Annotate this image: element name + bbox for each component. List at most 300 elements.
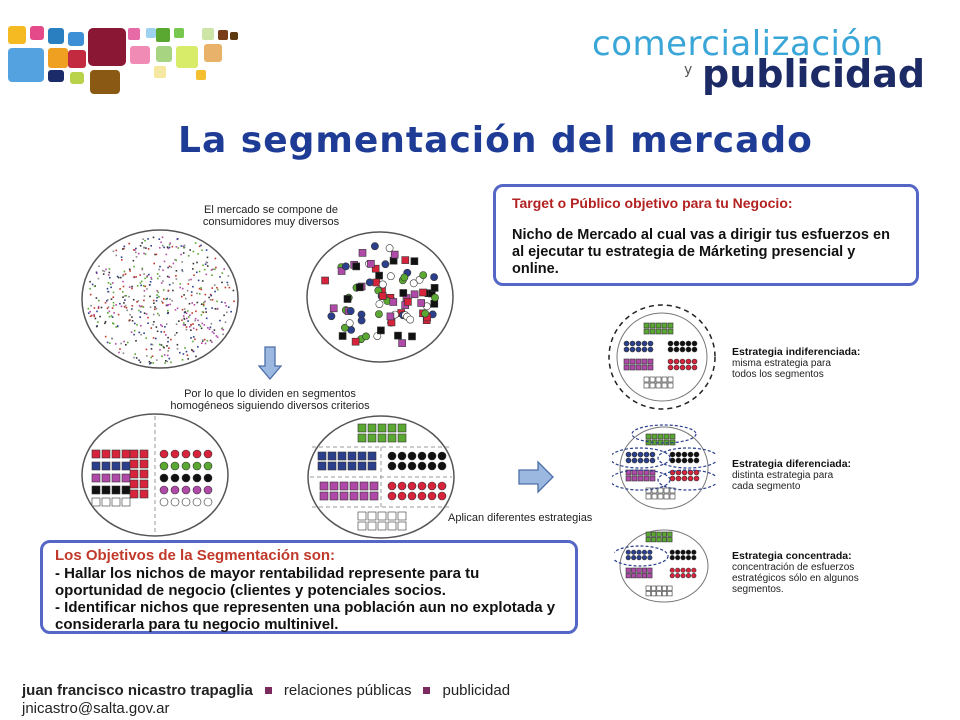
shape-dot: [686, 555, 691, 560]
shape-square: [656, 383, 661, 388]
shape-dot: [328, 313, 335, 320]
speck: [169, 304, 171, 306]
speck: [196, 293, 198, 295]
speck: [135, 248, 137, 250]
shape-dot: [193, 498, 201, 506]
speck: [151, 327, 153, 329]
speck: [171, 266, 173, 268]
shape-square: [390, 299, 397, 306]
speck: [177, 238, 179, 240]
shape-dot: [193, 474, 201, 482]
speck: [159, 275, 161, 277]
speck: [196, 272, 198, 274]
speck: [223, 315, 225, 317]
shape-square: [388, 512, 396, 520]
shape-dot: [624, 341, 629, 346]
shape-square: [140, 470, 148, 478]
shape-dot: [182, 486, 190, 494]
shape-square: [330, 492, 338, 500]
speck: [161, 326, 163, 328]
speck: [141, 306, 143, 308]
shape-square: [368, 434, 376, 442]
speck: [202, 280, 204, 282]
speck: [109, 268, 111, 270]
speck: [136, 357, 138, 359]
speck: [222, 272, 224, 274]
speck: [177, 308, 179, 310]
speck: [189, 314, 191, 316]
speck: [184, 318, 186, 320]
speck: [105, 336, 107, 338]
speck: [140, 361, 142, 363]
shape-dot: [680, 365, 685, 370]
speck: [108, 282, 110, 284]
speck: [143, 253, 145, 255]
shape-square: [358, 462, 366, 470]
speck: [193, 336, 195, 338]
speck: [167, 310, 169, 312]
speck: [109, 316, 111, 318]
shape-square: [664, 494, 669, 499]
shape-dot: [624, 347, 629, 352]
speck: [152, 362, 154, 364]
shape-square: [368, 522, 376, 530]
speck: [142, 268, 144, 270]
shape-dot: [626, 550, 631, 555]
speck: [221, 301, 223, 303]
shape-square: [638, 476, 643, 481]
shape-dot: [193, 486, 201, 494]
speck: [139, 274, 141, 276]
speck: [222, 334, 224, 336]
speck: [210, 299, 212, 301]
shape-square: [626, 573, 631, 578]
speck: [212, 299, 214, 301]
shape-dot: [688, 458, 693, 463]
shape-square: [344, 296, 351, 303]
shape-square: [379, 293, 386, 300]
speck: [181, 261, 183, 263]
speck: [132, 320, 134, 322]
speck: [212, 331, 214, 333]
shape-square: [642, 365, 647, 370]
shape-dot: [692, 365, 697, 370]
speck: [133, 299, 135, 301]
speck: [148, 248, 150, 250]
shape-square: [356, 284, 363, 291]
speck: [159, 238, 161, 240]
shape-square: [338, 452, 346, 460]
speck: [164, 354, 166, 356]
speck: [156, 290, 158, 292]
shape-dot: [418, 452, 426, 460]
speck: [147, 238, 149, 240]
speck: [214, 269, 216, 271]
shape-dot: [670, 550, 675, 555]
shape-dot: [670, 452, 675, 457]
shape-square: [368, 462, 376, 470]
speck: [164, 326, 166, 328]
shape-square: [370, 482, 378, 490]
shape-square: [664, 488, 669, 493]
shape-dot: [431, 274, 438, 281]
shape-square: [398, 424, 406, 432]
shape-dot: [401, 274, 408, 281]
speck: [217, 336, 219, 338]
speck: [122, 291, 124, 293]
shape-dot: [626, 458, 631, 463]
shape-dot: [637, 555, 642, 560]
speck: [176, 270, 178, 272]
speck: [194, 304, 196, 306]
shape-square: [102, 474, 110, 482]
shape-dot: [398, 452, 406, 460]
shape-square: [368, 424, 376, 432]
speck: [140, 306, 142, 308]
speck: [107, 312, 109, 314]
speck: [229, 287, 231, 289]
speck: [115, 326, 117, 328]
shape-square: [668, 323, 673, 328]
speck: [113, 251, 115, 253]
shape-square: [130, 450, 138, 458]
shape-dot: [686, 347, 691, 352]
brand-line-1: comercialización: [592, 24, 884, 64]
speck: [181, 319, 183, 321]
shape-dot: [182, 450, 190, 458]
speck: [128, 243, 130, 245]
speck: [169, 358, 171, 360]
speck: [197, 302, 199, 304]
strategy-undifferentiated: [732, 346, 922, 380]
speck: [115, 304, 117, 306]
speck: [156, 359, 158, 361]
objectives-title: Los Objetivos de la Segmentación son:: [55, 547, 336, 564]
shape-dot: [342, 263, 349, 270]
shape-square: [646, 586, 651, 591]
shape-square: [656, 377, 661, 382]
shape-dot: [688, 476, 693, 481]
speck: [158, 269, 160, 271]
speck: [191, 349, 193, 351]
shape-square: [638, 470, 643, 475]
shape-dot: [676, 476, 681, 481]
speck: [169, 244, 171, 246]
speck: [88, 312, 90, 314]
speck: [151, 278, 153, 280]
shape-dot: [422, 310, 429, 317]
shape-square: [102, 462, 110, 470]
objectives-item-2: - Identificar nichos que representen una población aun no explotada y considerarla para tu negocio multinivel.: [55, 599, 556, 633]
objectives-item-1: - Hallar los nichos de mayor rentabilidad represente para tu oportunidad de negocio (clientes y potenciales socios.: [55, 565, 480, 599]
shape-square: [130, 490, 138, 498]
speck: [136, 324, 138, 326]
speck: [143, 332, 145, 334]
speck: [197, 346, 199, 348]
speck: [105, 321, 107, 323]
speck: [156, 300, 158, 302]
speck: [109, 311, 111, 313]
speck: [199, 293, 201, 295]
speck: [144, 295, 146, 297]
speck: [174, 259, 176, 261]
speck: [143, 306, 145, 308]
speck: [214, 329, 216, 331]
shape-square: [388, 424, 396, 432]
speck: [155, 338, 157, 340]
shape-dot: [674, 359, 679, 364]
shape-dot: [204, 462, 212, 470]
speck: [214, 291, 216, 293]
shape-square: [398, 522, 406, 530]
shape-square: [420, 289, 427, 296]
speck: [217, 308, 219, 310]
speck: [193, 351, 195, 353]
speck: [204, 324, 206, 326]
speck: [104, 271, 106, 273]
shape-dot: [670, 458, 675, 463]
speck: [129, 270, 131, 272]
speck: [201, 303, 203, 305]
speck: [122, 281, 124, 283]
shape-square: [378, 424, 386, 432]
shape-dot: [388, 492, 396, 500]
shape-square: [662, 377, 667, 382]
shape-dot: [379, 281, 386, 288]
shape-dot: [438, 462, 446, 470]
shape-dot: [388, 482, 396, 490]
speck: [197, 253, 199, 255]
speck: [153, 321, 155, 323]
speck: [180, 254, 182, 256]
shape-dot: [408, 462, 416, 470]
speck: [98, 265, 100, 267]
shape-dot: [376, 301, 383, 308]
shape-square: [360, 482, 368, 490]
speck: [143, 273, 145, 275]
shape-square: [395, 332, 402, 339]
speck: [122, 296, 124, 298]
speck: [145, 253, 147, 255]
speck: [96, 326, 98, 328]
speck: [103, 273, 105, 275]
speck: [146, 288, 148, 290]
shape-square: [350, 482, 358, 490]
speck: [119, 288, 121, 290]
shape-dot: [668, 341, 673, 346]
shape-square: [662, 591, 667, 596]
shape-dot: [182, 462, 190, 470]
speck: [182, 288, 184, 290]
shape-dot: [686, 550, 691, 555]
strategy-desc: concentración de esfuerzos estratégicos sólo en algunos segmentos.: [732, 562, 859, 595]
speck: [187, 358, 189, 360]
divide-caption: Por lo que lo dividen en segmentos homogéneos siguiendo diversos criterios: [170, 388, 370, 412]
speck: [186, 318, 188, 320]
speck: [105, 302, 107, 304]
speck: [224, 302, 226, 304]
shape-square: [658, 488, 663, 493]
strategy-title: Estrategia concentrada:: [732, 550, 852, 562]
speck: [201, 328, 203, 330]
shape-square: [398, 512, 406, 520]
shape-square: [646, 591, 651, 596]
speck: [219, 276, 221, 278]
speck: [137, 285, 139, 287]
speck: [129, 314, 131, 316]
speck: [185, 298, 187, 300]
speck: [108, 274, 110, 276]
shape-dot: [160, 462, 168, 470]
shape-dot: [675, 550, 680, 555]
shape-square: [644, 383, 649, 388]
speck: [165, 360, 167, 362]
speck: [199, 246, 201, 248]
shape-square: [112, 462, 120, 470]
shape-square: [122, 462, 130, 470]
speck: [170, 362, 172, 364]
brand-line-2: publicidad: [702, 52, 926, 96]
speck: [147, 317, 149, 319]
shape-square: [398, 434, 406, 442]
shape-square: [388, 522, 396, 530]
shape-dot: [431, 294, 438, 301]
shape-dot: [692, 568, 697, 573]
shape-dot: [428, 462, 436, 470]
shape-square: [358, 522, 366, 530]
speck: [188, 283, 190, 285]
speck: [150, 357, 152, 359]
speck: [89, 311, 91, 313]
shape-dot: [193, 462, 201, 470]
speck: [171, 300, 173, 302]
speck: [121, 306, 123, 308]
shape-dot: [648, 555, 653, 560]
shape-dot: [688, 470, 693, 475]
speck: [157, 313, 159, 315]
speck: [159, 344, 161, 346]
speck: [120, 343, 122, 345]
speck: [158, 315, 160, 317]
speck: [120, 277, 122, 279]
speck: [129, 269, 131, 271]
shape-dot: [408, 452, 416, 460]
speck: [181, 296, 183, 298]
strategy-desc: misma estrategia para todos los segmentos: [732, 358, 831, 380]
speck: [133, 276, 135, 278]
shape-dot: [630, 341, 635, 346]
shape-dot: [438, 452, 446, 460]
shape-square: [358, 512, 366, 520]
speck: [169, 298, 171, 300]
shape-square: [112, 486, 120, 494]
speck: [189, 326, 191, 328]
speck: [176, 332, 178, 334]
shape-dot: [630, 347, 635, 352]
speck: [125, 295, 127, 297]
shape-square: [340, 482, 348, 490]
speck: [94, 316, 96, 318]
speck: [206, 318, 208, 320]
shape-dot: [676, 458, 681, 463]
shape-square: [400, 290, 407, 297]
shape-square: [636, 359, 641, 364]
speck: [163, 347, 165, 349]
shape-square: [330, 305, 337, 312]
speck: [109, 277, 111, 279]
speck: [200, 245, 202, 247]
speck: [190, 329, 192, 331]
shape-square: [130, 460, 138, 468]
shape-square: [668, 586, 673, 591]
speck: [192, 268, 194, 270]
target-box-title: Target o Público objetivo para tu Negocio:: [512, 195, 793, 211]
speck: [121, 256, 123, 258]
shape-square: [644, 476, 649, 481]
shape-square: [668, 537, 673, 542]
shape-dot: [428, 452, 436, 460]
mixed-shapes-circle: [305, 230, 455, 364]
speck: [128, 296, 130, 298]
shape-square: [322, 277, 329, 284]
shape-dot: [670, 573, 675, 578]
speck: [212, 268, 214, 270]
speck: [135, 276, 137, 278]
speck: [161, 344, 163, 346]
shape-square: [350, 492, 358, 500]
speck: [126, 307, 128, 309]
strategy-desc: distinta estrategia para cada segmento: [732, 470, 834, 492]
shape-square: [358, 424, 366, 432]
shape-dot: [636, 347, 641, 352]
shape-square: [624, 365, 629, 370]
speck: [150, 306, 152, 308]
shape-square: [140, 490, 148, 498]
speck: [169, 266, 171, 268]
speck: [227, 284, 229, 286]
shape-square: [644, 377, 649, 382]
speck: [201, 342, 203, 344]
shape-square: [637, 568, 642, 573]
shape-square: [650, 476, 655, 481]
speck: [219, 320, 221, 322]
speck: [228, 275, 230, 277]
shape-dot: [418, 492, 426, 500]
speck: [192, 286, 194, 288]
shape-dot: [650, 458, 655, 463]
shape-dot: [182, 474, 190, 482]
shape-square: [664, 434, 669, 439]
speck: [162, 280, 164, 282]
speck: [225, 305, 227, 307]
speck: [153, 263, 155, 265]
shape-square: [648, 573, 653, 578]
shape-dot: [668, 365, 673, 370]
speck: [138, 310, 140, 312]
speck: [136, 256, 138, 258]
shape-dot: [675, 573, 680, 578]
speck: [167, 355, 169, 357]
shape-dot: [648, 550, 653, 555]
speck: [110, 287, 112, 289]
speck: [153, 302, 155, 304]
speck: [140, 334, 142, 336]
brand-connector: y: [684, 62, 693, 78]
shape-dot: [650, 452, 655, 457]
speck: [96, 272, 98, 274]
shape-dot: [686, 573, 691, 578]
shape-dot: [642, 550, 647, 555]
